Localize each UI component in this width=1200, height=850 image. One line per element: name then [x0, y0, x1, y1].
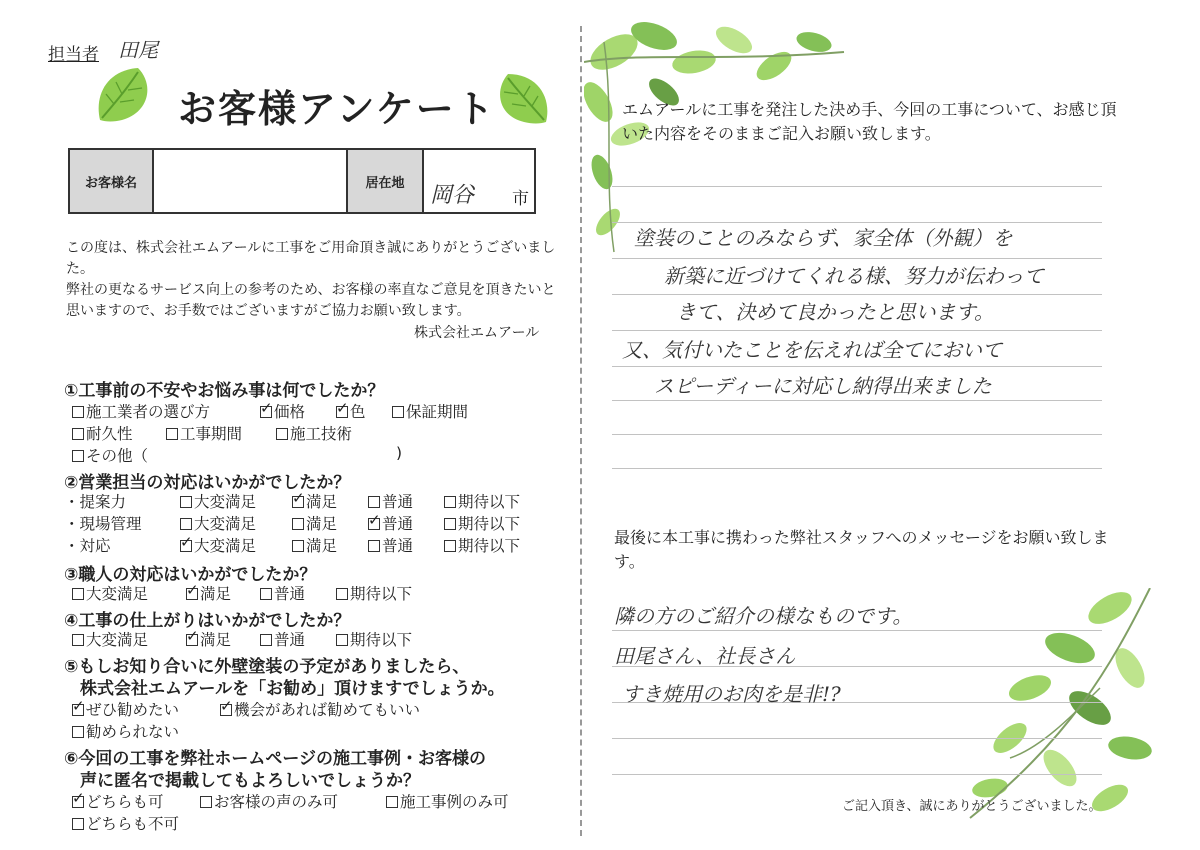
answer2-line: すき焼用のお肉を是非!?: [622, 682, 841, 706]
page-title: お客様アンケート: [178, 87, 496, 131]
ruled-line: [612, 294, 1102, 295]
q2-title: ②営業担当の対応はいかがでしたか？: [64, 473, 351, 493]
checkbox-checked-icon[interactable]: [220, 704, 232, 716]
checkbox-icon[interactable]: [444, 496, 456, 508]
checkbox-checked-icon[interactable]: [186, 588, 198, 600]
checkbox-checked-icon[interactable]: [72, 704, 84, 716]
q2-option[interactable]: ✓ 大変満足: [180, 534, 256, 556]
ruled-line: [612, 434, 1102, 435]
q6-option[interactable]: お客様の声のみ可: [200, 790, 338, 812]
q2-option[interactable]: 期待以下: [444, 490, 520, 512]
ruled-line: [612, 400, 1102, 401]
checkbox-icon[interactable]: [72, 588, 84, 600]
answer2-line: 隣の方のご紹介の様なものです。: [614, 604, 913, 628]
q1-option-other[interactable]: その他（: [72, 444, 148, 466]
checkbox-icon[interactable]: [276, 428, 288, 440]
q1-option[interactable]: 保証期間: [392, 400, 468, 422]
q2-option[interactable]: 普通: [368, 534, 413, 556]
checkbox-icon[interactable]: [72, 634, 84, 646]
q6-option[interactable]: ✓どちらも可: [72, 790, 164, 812]
tanto-label: 担当者: [48, 45, 99, 65]
q2-row-label: ・対応: [64, 537, 111, 555]
q2-option[interactable]: 大変満足: [180, 490, 256, 512]
q3-title: ③職人の対応はいかがでしたか？: [64, 565, 317, 585]
checkbox-icon[interactable]: [368, 496, 380, 508]
q1-option[interactable]: 施工業者の選び方: [72, 400, 210, 422]
q5-title-line1: ⑤もしお知り合いに外壁塗装の予定がありましたら、: [64, 657, 470, 677]
q2-row-label: ・提案力: [64, 493, 127, 511]
answer1-line: きて、決めて良かったと思います。: [676, 300, 994, 324]
q2-row-label: ・現場管理: [64, 515, 142, 533]
checkbox-checked-icon[interactable]: [72, 796, 84, 808]
q2-option[interactable]: ✓ 普通: [368, 512, 413, 534]
q1-option[interactable]: ✓ 色: [336, 400, 366, 422]
answer1-line: スピーディーに対応し納得出来ました: [654, 374, 992, 398]
checkbox-icon[interactable]: [72, 428, 84, 440]
right-question-1: エムアールに工事を発注した決め手、今回の工事について、お感じ頂いた内容をそのままご記入お願い致します。: [622, 100, 1117, 143]
checkbox-icon[interactable]: [336, 634, 348, 646]
foliage-bottom-decoration-icon: [950, 588, 1160, 828]
q1-title: ①工事前の不安やお悩み事は何でしたか？: [64, 381, 385, 401]
ruled-line: [612, 186, 1102, 187]
q1-option[interactable]: 耐久性: [72, 422, 133, 444]
answer1-line: 又、気付いたことを伝えれば全てにおいて: [622, 338, 1002, 362]
checkbox-icon[interactable]: [292, 518, 304, 530]
checkbox-icon[interactable]: [260, 588, 272, 600]
ruled-line: [612, 366, 1102, 367]
checkbox-icon[interactable]: [292, 540, 304, 552]
leaf-left-icon: [94, 64, 158, 126]
thanks-note: ご記入頂き、誠にありがとうございました。: [842, 799, 1102, 814]
q6-title-line2: 声に匿名で掲載してもよろしいでしょうか？: [80, 771, 420, 791]
page-divider: [580, 26, 582, 836]
checkbox-checked-icon[interactable]: [368, 518, 380, 530]
right-question-2: 最後に本工事に携わった弊社スタッフへのメッセージをお願い致します。: [614, 528, 1109, 571]
checkbox-icon[interactable]: [72, 726, 84, 738]
table-divider: [152, 150, 154, 212]
checkbox-icon[interactable]: [444, 540, 456, 552]
ruled-line: [612, 630, 1102, 631]
checkbox-icon[interactable]: [72, 450, 84, 462]
city-suffix: 市: [512, 189, 529, 209]
checkbox-icon[interactable]: [444, 518, 456, 530]
checkbox-icon[interactable]: [72, 818, 84, 830]
q5-option[interactable]: 勧められない: [72, 720, 179, 742]
ruled-line: [612, 330, 1102, 331]
checkbox-icon[interactable]: [386, 796, 398, 808]
q4-option[interactable]: 期待以下: [336, 628, 412, 650]
q2-option[interactable]: 満足: [292, 534, 337, 556]
ruled-line: [612, 774, 1102, 775]
q5-title-line2: 株式会社エムアールを「お勧め」頂けますでしょうか。: [80, 679, 505, 699]
q1-other-close: ): [396, 444, 403, 462]
q2-option[interactable]: 普通: [368, 490, 413, 512]
q2-option[interactable]: 期待以下: [444, 534, 520, 556]
q4-option[interactable]: ✓ 満足: [186, 628, 231, 650]
q1-option[interactable]: 工事期間: [166, 422, 242, 444]
address-value: 岡谷: [430, 183, 475, 208]
q4-option[interactable]: 普通: [260, 628, 305, 650]
answer1-line: 新築に近づけてくれる様、努力が伝わって: [664, 264, 1044, 288]
answer2-line: 田尾さん、社長さん: [614, 644, 796, 668]
checkbox-checked-icon[interactable]: [336, 406, 348, 418]
q3-option[interactable]: 大変満足: [72, 582, 148, 604]
checkbox-checked-icon[interactable]: [186, 634, 198, 646]
checkbox-checked-icon[interactable]: [260, 406, 272, 418]
checkbox-icon[interactable]: [200, 796, 212, 808]
checkbox-icon[interactable]: [336, 588, 348, 600]
checkbox-icon[interactable]: [180, 518, 192, 530]
q2-option[interactable]: ✓ 満足: [292, 490, 337, 512]
q3-option[interactable]: ✓ 満足: [186, 582, 231, 604]
q4-title: ④工事の仕上がりはいかがでしたか？: [64, 611, 351, 631]
customer-name-label: お客様名: [70, 150, 152, 212]
checkbox-icon[interactable]: [260, 634, 272, 646]
q3-option[interactable]: 普通: [260, 582, 305, 604]
checkbox-icon[interactable]: [392, 406, 404, 418]
q2-option[interactable]: 大変満足: [180, 512, 256, 534]
q1-option[interactable]: 施工技術: [276, 422, 352, 444]
checkbox-checked-icon[interactable]: [292, 496, 304, 508]
checkbox-icon[interactable]: [180, 496, 192, 508]
company-signature: 株式会社エムアール: [414, 325, 540, 341]
address-label: 居在地: [346, 150, 424, 212]
tanto-name: 田尾: [118, 38, 158, 62]
answer1-line: 塗装のことのみならず、家全体（外観）を: [634, 226, 1013, 250]
q4-option[interactable]: 大変満足: [72, 628, 148, 650]
q6-option[interactable]: 施工事例のみ可: [386, 790, 509, 812]
q6-option[interactable]: どちらも不可: [72, 812, 179, 834]
ruled-line: [612, 258, 1102, 259]
q2-option[interactable]: 満足: [292, 512, 337, 534]
customer-info-table: [68, 148, 536, 214]
q3-option[interactable]: 期待以下: [336, 582, 412, 604]
checkbox-icon[interactable]: [368, 540, 380, 552]
intro-text: この度は、株式会社エムアールに工事をご用命頂き誠にありがとうございました。 弊社の更なるサービス向上の参考のため、お客様の率直なご意見を頂きたいと思いますので、お手数ではございますがご協力お願い致します。: [66, 240, 556, 319]
ruled-line: [612, 738, 1102, 739]
checkbox-checked-icon[interactable]: [180, 540, 192, 552]
q5-option[interactable]: ✓ぜひ勧めたい: [72, 698, 179, 720]
checkbox-icon[interactable]: [72, 406, 84, 418]
q2-option[interactable]: 期待以下: [444, 512, 520, 534]
ruled-line: [612, 468, 1102, 469]
q5-option[interactable]: ✓ 機会があれば勧めてもいい: [220, 698, 420, 720]
leaf-right-icon: [492, 70, 552, 128]
q1-option[interactable]: ✓ 価格: [260, 400, 305, 422]
checkbox-icon[interactable]: [166, 428, 178, 440]
q6-title-line1: ⑥今回の工事を弊社ホームページの施工事例・お客様の: [64, 749, 487, 769]
